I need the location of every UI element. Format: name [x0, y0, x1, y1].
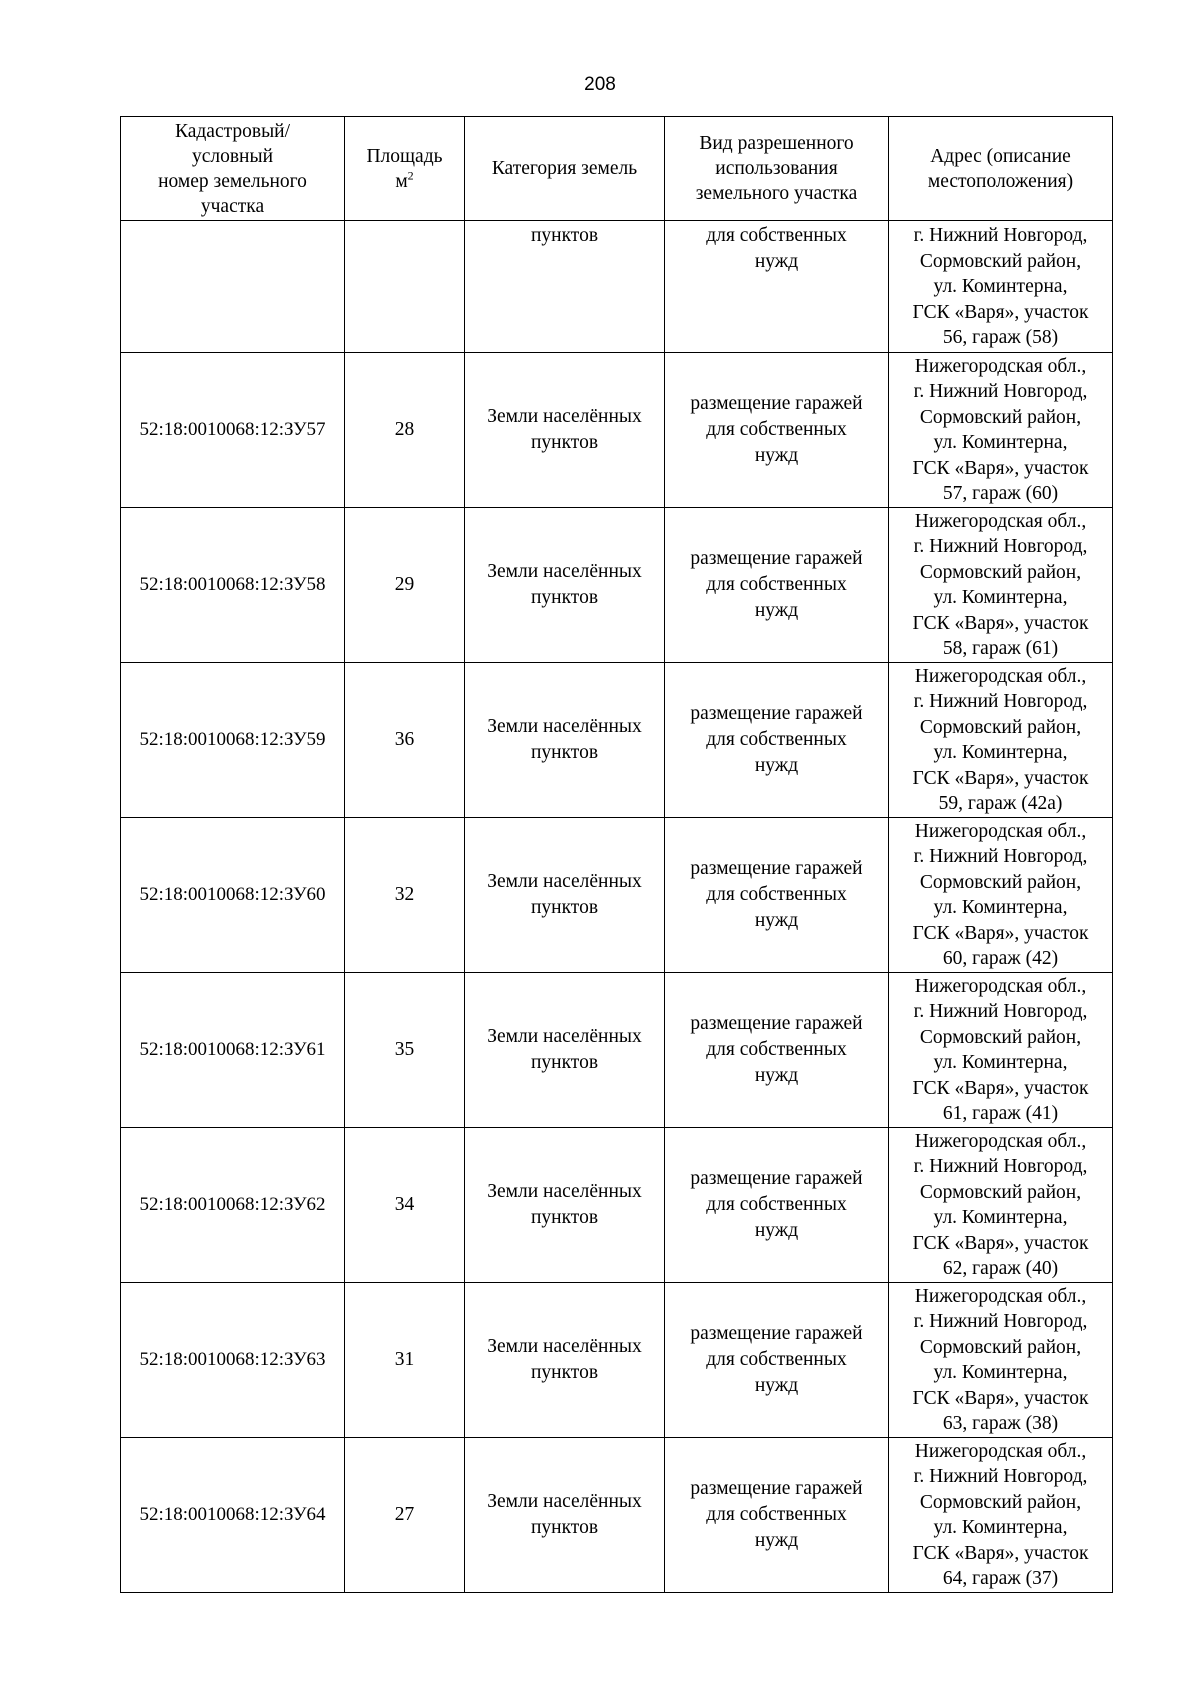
cell-category [465, 818, 665, 973]
cell-line: 59, гараж (42а) [938, 793, 1063, 814]
cell-line: 61, гараж (41) [942, 1103, 1059, 1124]
cell-line: Сормовский район, [919, 1336, 1082, 1358]
cell-category [465, 1128, 665, 1283]
cell-line: пунктов [530, 1052, 599, 1073]
cell-usage [665, 1438, 889, 1593]
table-row [121, 1283, 1113, 1438]
cell-line: нужд [754, 251, 799, 272]
cell-cadastral: 52:18:0010068:12:ЗУ63 [121, 1283, 345, 1438]
cell-line: пунктов [530, 897, 599, 918]
cell-line: ул. Коминтерна, [933, 587, 1068, 608]
cell-category [465, 353, 665, 508]
cell-cadastral [121, 221, 345, 353]
cell-line: пунктов [530, 432, 599, 453]
cell-line: ГСК «Варя», участок [912, 767, 1089, 789]
header-category [465, 117, 665, 221]
cell-line: Земли населённых [487, 871, 642, 892]
cell-line: Сормовский район, [919, 561, 1082, 583]
cell-cadastral: 52:18:0010068:12:ЗУ57 [121, 353, 345, 508]
cell-line: ул. Коминтерна, [933, 276, 1068, 297]
cell-line: ул. Коминтерна, [933, 742, 1068, 763]
cell-address [889, 353, 1113, 508]
cell-line: нужд [754, 1375, 799, 1396]
cell-category [465, 973, 665, 1128]
cell-line: для собственных [706, 1504, 847, 1525]
cell-line: размещение гаражей [690, 1478, 863, 1499]
table-header-row [121, 117, 1113, 221]
cell-cadastral: 52:18:0010068:12:ЗУ58 [121, 508, 345, 663]
cell-category [465, 221, 665, 353]
cell-line: Сормовский район, [919, 1491, 1082, 1513]
cell-address [889, 1438, 1113, 1593]
cell-line: ул. Коминтерна, [933, 1517, 1068, 1538]
cell-line: Нижегородская обл., [914, 1285, 1087, 1307]
cell-line: для собственных [706, 225, 847, 246]
cell-line: ул. Коминтерна, [933, 1207, 1068, 1228]
cell-area: 34 [345, 1128, 465, 1283]
cell-area [345, 221, 465, 353]
cell-line: земельного участка [695, 183, 858, 204]
cell-line: размещение гаражей [690, 393, 863, 414]
cell-line: г. Нижний Новгород, [913, 1156, 1088, 1177]
cell-line: Категория земель [491, 158, 638, 179]
cell-line: Нижегородская обл., [914, 1440, 1087, 1462]
cell-address [889, 818, 1113, 973]
cell-line: Нижегородская обл., [914, 510, 1087, 532]
page-number: 208 [584, 74, 616, 95]
cell-area: 36 [345, 663, 465, 818]
cell-line: Нижегородская обл., [914, 820, 1087, 842]
cell-usage [665, 1283, 889, 1438]
cell-line: Нижегородская обл., [914, 975, 1087, 997]
cell-line: г. Нижний Новгород, [913, 1001, 1088, 1022]
cell-line: ГСК «Варя», участок [912, 922, 1089, 944]
cell-line: Нижегородская обл., [914, 665, 1087, 687]
table-row [121, 353, 1113, 508]
table-row [121, 1438, 1113, 1593]
cell-line: пунктов [530, 1517, 599, 1538]
cell-line: для собственных [706, 884, 847, 905]
cell-category [465, 663, 665, 818]
cell-line: ГСК «Варя», участок [912, 1387, 1089, 1409]
cell-line: Вид разрешенного [699, 133, 854, 154]
cell-line: нужд [754, 755, 799, 776]
cell-line: для собственных [706, 729, 847, 750]
cell-line: Земли населённых [487, 716, 642, 737]
cell-line: 58, гараж (61) [942, 638, 1059, 659]
cell-line: Сормовский район, [919, 250, 1082, 272]
cell-line: нужд [754, 1530, 799, 1551]
cell-line: пунктов [530, 742, 599, 763]
cell-usage [665, 1128, 889, 1283]
cell-line: 64, гараж (37) [942, 1568, 1059, 1589]
cell-line: нужд [754, 910, 799, 931]
cell-usage [665, 508, 889, 663]
cell-area: 28 [345, 353, 465, 508]
cell-line: 63, гараж (38) [942, 1413, 1059, 1434]
cell-line: г. Нижний Новгород, [913, 1466, 1088, 1487]
header-area-label: Площадь [366, 145, 443, 167]
cell-area: 29 [345, 508, 465, 663]
cell-line: Сормовский район, [919, 1026, 1082, 1048]
cell-line: ул. Коминтерна, [933, 1362, 1068, 1383]
cell-line: нужд [754, 1065, 799, 1086]
cell-address [889, 973, 1113, 1128]
cell-line: Адрес (описание [930, 145, 1071, 167]
table-row [121, 663, 1113, 818]
cell-usage [665, 818, 889, 973]
cell-usage [665, 353, 889, 508]
cell-line: использования [715, 158, 838, 179]
cell-line: Земли населённых [487, 561, 642, 582]
cell-line: 56, гараж (58) [942, 327, 1059, 348]
cell-line: пунктов [530, 587, 599, 608]
cell-line: ул. Коминтерна, [933, 897, 1068, 918]
cell-line: ул. Коминтерна, [933, 432, 1068, 453]
cell-category [465, 1438, 665, 1593]
cell-address [889, 1283, 1113, 1438]
cell-line: пунктов [530, 225, 599, 246]
cell-line: 60, гараж (42) [942, 948, 1059, 969]
cell-line: ГСК «Варя», участок [912, 1077, 1089, 1099]
cell-line: для собственных [706, 574, 847, 595]
cell-cadastral: 52:18:0010068:12:ЗУ60 [121, 818, 345, 973]
cell-line: ГСК «Варя», участок [912, 1542, 1089, 1564]
cell-line: условный [191, 145, 274, 167]
cell-usage [665, 973, 889, 1128]
cell-line: г. Нижний Новгород, [913, 225, 1088, 246]
cell-line: 57, гараж (60) [942, 483, 1059, 504]
header-usage [665, 117, 889, 221]
cell-address [889, 1128, 1113, 1283]
cell-line: размещение гаражей [690, 1323, 863, 1344]
cell-category [465, 508, 665, 663]
cell-line: для собственных [706, 1349, 847, 1370]
cell-line: размещение гаражей [690, 858, 863, 879]
cell-cadastral: 52:18:0010068:12:ЗУ61 [121, 973, 345, 1128]
cell-line: Земли населённых [487, 1336, 642, 1357]
cell-line: размещение гаражей [690, 703, 863, 724]
cell-line: г. Нижний Новгород, [913, 536, 1088, 557]
cell-cadastral: 52:18:0010068:12:ЗУ64 [121, 1438, 345, 1593]
cell-line: местоположения) [927, 170, 1074, 192]
cell-address [889, 508, 1113, 663]
cell-line: участка [200, 195, 265, 217]
land-plots-table [120, 116, 1113, 1593]
cell-line: Земли населённых [487, 1181, 642, 1202]
cell-area: 32 [345, 818, 465, 973]
cell-line: 62, гараж (40) [942, 1258, 1059, 1279]
cell-line: размещение гаражей [690, 548, 863, 569]
cell-area: 35 [345, 973, 465, 1128]
cell-line: для собственных [706, 419, 847, 440]
cell-line: Сормовский район, [919, 716, 1082, 738]
cell-line: нужд [754, 445, 799, 466]
header-area-unit: $м^2$ [395, 168, 414, 192]
cell-line: г. Нижний Новгород, [913, 846, 1088, 867]
cell-area: 31 [345, 1283, 465, 1438]
cell-line: г. Нижний Новгород, [913, 1311, 1088, 1332]
cell-line: г. Нижний Новгород, [913, 381, 1088, 402]
cell-line: размещение гаражей [690, 1168, 863, 1189]
header-address [889, 117, 1113, 221]
cell-line: Сормовский район, [919, 871, 1082, 893]
cell-line: нужд [754, 1220, 799, 1241]
table-row [121, 973, 1113, 1128]
header-cadastral [121, 117, 345, 221]
cell-cadastral: 52:18:0010068:12:ЗУ59 [121, 663, 345, 818]
cell-line: ГСК «Варя», участок [912, 301, 1089, 323]
cell-line: Сормовский район, [919, 1181, 1082, 1203]
cell-line: г. Нижний Новгород, [913, 691, 1088, 712]
cell-line: размещение гаражей [690, 1013, 863, 1034]
cell-line: ГСК «Варя», участок [912, 1232, 1089, 1254]
cell-line: ГСК «Варя», участок [912, 612, 1089, 634]
cell-line: пунктов [530, 1362, 599, 1383]
table-row [121, 1128, 1113, 1283]
header-area [345, 117, 465, 221]
cell-address [889, 221, 1113, 353]
table-row-continuation [121, 221, 1113, 353]
cell-area: 27 [345, 1438, 465, 1593]
cell-line: Земли населённых [487, 1491, 642, 1512]
cell-line: номер земельного [158, 170, 307, 192]
cell-line: Земли населённых [487, 1026, 642, 1047]
cell-line: Сормовский район, [919, 406, 1082, 428]
cell-address [889, 663, 1113, 818]
cell-line: нужд [754, 600, 799, 621]
cell-usage [665, 221, 889, 353]
cell-line: Кадастровый/ [174, 120, 291, 142]
cell-line: для собственных [706, 1039, 847, 1060]
table-row [121, 508, 1113, 663]
cell-line: для собственных [706, 1194, 847, 1215]
cell-line: ул. Коминтерна, [933, 1052, 1068, 1073]
cell-line: Земли населённых [487, 406, 642, 427]
cell-line: Нижегородская обл., [914, 355, 1087, 377]
cell-category [465, 1283, 665, 1438]
cell-line: ГСК «Варя», участок [912, 457, 1089, 479]
cell-cadastral: 52:18:0010068:12:ЗУ62 [121, 1128, 345, 1283]
cell-line: пунктов [530, 1207, 599, 1228]
cell-line: Нижегородская обл., [914, 1130, 1087, 1152]
table-row [121, 818, 1113, 973]
cell-usage [665, 663, 889, 818]
